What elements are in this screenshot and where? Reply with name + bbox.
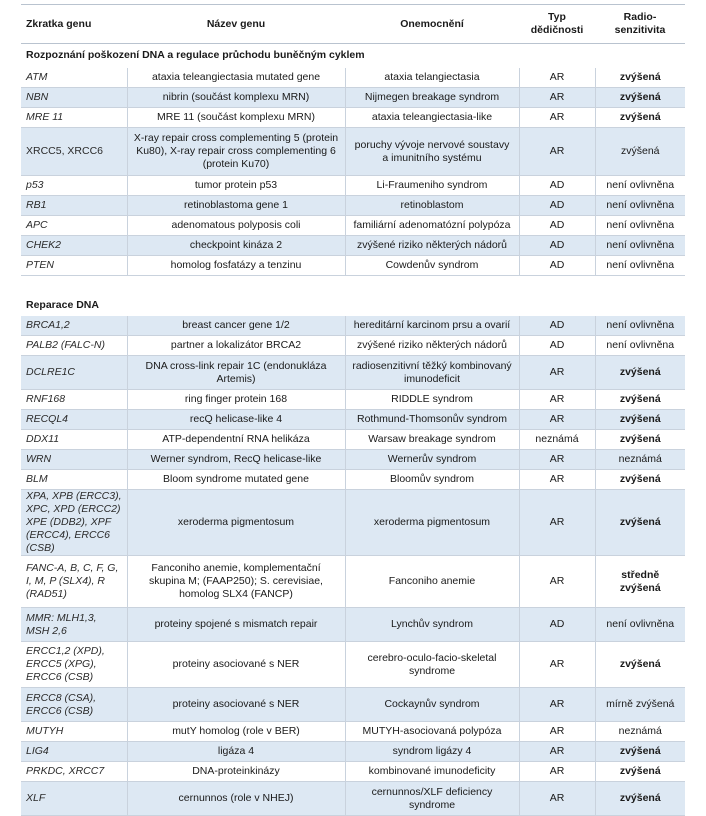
gene-name: Bloom syndrome mutated gene [127,470,345,490]
section-1 [21,44,685,296]
table-row [21,556,685,608]
disease: xeroderma pigmentosum [345,490,519,556]
table-row [21,176,685,196]
gene-table [21,4,685,816]
disease: Warsaw breakage syndrom [345,430,519,450]
table-row [21,356,685,390]
inheritance: AR [519,410,595,430]
inheritance: AR [519,390,595,410]
table-row [21,642,685,688]
table-row [21,762,685,782]
spacer-cell [21,276,685,296]
radiosensitivity: zvýšená [595,410,685,430]
radiosensitivity: mírně zvýšená [595,688,685,722]
inheritance: AD [519,256,595,276]
gene-name: DNA-proteinkinázy [127,762,345,782]
disease: radiosenzitivní těžký kombinovaný imunodeficit [345,356,519,390]
gene-name: breast cancer gene 1/2 [127,316,345,336]
gene-abbr: PRKDC, XRCC7 [21,762,127,782]
gene-name: mutY homolog (role v BER) [127,722,345,742]
gene-abbr: XLF [21,782,127,816]
table-row [21,68,685,88]
section-title-row [21,44,685,68]
table-row [21,196,685,216]
gene-abbr: MUTYH [21,722,127,742]
gene-name: MRE 11 (součást komplexu MRN) [127,108,345,128]
radiosensitivity: není ovlivněna [595,256,685,276]
table-row [21,470,685,490]
radiosensitivity: zvýšená [595,782,685,816]
disease: ataxia telangiectasia [345,68,519,88]
radiosensitivity: není ovlivněna [595,336,685,356]
gene-abbr: PALB2 (FALC-N) [21,336,127,356]
table-row [21,430,685,450]
radiosensitivity: zvýšená [595,128,685,176]
gene-abbr: DCLRE1C [21,356,127,390]
disease: cernunnos/XLF deficiency syndrome [345,782,519,816]
section-title: Reparace DNA [21,296,685,316]
gene-name: proteiny asociované s NER [127,688,345,722]
disease: hereditární karcinom prsu a ovarií [345,316,519,336]
radiosensitivity: zvýšená [595,642,685,688]
gene-abbr: APC [21,216,127,236]
section-2 [21,296,685,816]
inheritance: AR [519,490,595,556]
radiosensitivity: zvýšená [595,430,685,450]
gene-abbr: NBN [21,88,127,108]
table-row [21,128,685,176]
radiosensitivity: není ovlivněna [595,236,685,256]
gene-name: proteiny spojené s mismatch repair [127,608,345,642]
table-row [21,608,685,642]
radiosensitivity: není ovlivněna [595,176,685,196]
table-row [21,410,685,430]
gene-name: nibrin (součást komplexu MRN) [127,88,345,108]
disease: Cockaynův syndrom [345,688,519,722]
inheritance: AR [519,450,595,470]
table-row [21,216,685,236]
section-spacer [21,276,685,296]
radiosensitivity: není ovlivněna [595,216,685,236]
table-row [21,390,685,410]
gene-name: Fanconiho anemie, komplementační skupina M; (FAAP250); S. cerevisiae, homolog SLX4 (FANCP) [127,556,345,608]
inheritance: AR [519,742,595,762]
disease: MUTYH-asociovaná polypóza [345,722,519,742]
gene-abbr: ATM [21,68,127,88]
disease: cerebro-oculo-facio-skeletal syndrome [345,642,519,688]
header-name: Název genu [127,5,345,44]
disease: Wernerův syndrom [345,450,519,470]
gene-name: ataxia teleangiectasia mutated gene [127,68,345,88]
gene-abbr: MMR: MLH1,3, MSH 2,6 [21,608,127,642]
gene-name: Werner syndrom, RecQ helicase-like [127,450,345,470]
gene-name: ligáza 4 [127,742,345,762]
radiosensitivity: zvýšená [595,108,685,128]
gene-abbr: XPA, XPB (ERCC3), XPC, XPD (ERCC2) XPE (DDB2), XPF (ERCC4), ERCC6 (CSB) [21,490,127,556]
inheritance: AD [519,336,595,356]
inheritance: neznámá [519,430,595,450]
disease: Li-Fraumeniho syndrom [345,176,519,196]
disease: RIDDLE syndrom [345,390,519,410]
disease: zvýšené riziko některých nádorů [345,236,519,256]
disease: Rothmund-Thomsonův syndrom [345,410,519,430]
radiosensitivity: zvýšená [595,390,685,410]
gene-name: ring finger protein 168 [127,390,345,410]
inheritance: AR [519,642,595,688]
gene-abbr: FANC-A, B, C, F, G, I, M, P (SLX4), R (RAD51) [21,556,127,608]
disease: kombinované imunodeficity [345,762,519,782]
header-row [21,5,685,44]
radiosensitivity: není ovlivněna [595,196,685,216]
table-row [21,108,685,128]
radiosensitivity: neznámá [595,722,685,742]
table-row [21,236,685,256]
inheritance: AR [519,782,595,816]
disease: syndrom ligázy 4 [345,742,519,762]
radiosensitivity: neznámá [595,450,685,470]
gene-abbr: MRE 11 [21,108,127,128]
gene-abbr: p53 [21,176,127,196]
table-row [21,688,685,722]
inheritance: AR [519,88,595,108]
gene-abbr: BLM [21,470,127,490]
inheritance: AR [519,128,595,176]
disease: zvýšené riziko některých nádorů [345,336,519,356]
gene-name: adenomatous polyposis coli [127,216,345,236]
header-radiosensitivity: Radio-senzitivita [595,5,685,44]
disease: Lynchův syndrom [345,608,519,642]
inheritance: AD [519,216,595,236]
disease: poruchy vývoje nervové soustavy a imunitního systému [345,128,519,176]
inheritance: AD [519,176,595,196]
section-title: Rozpoznání poškození DNA a regulace průchodu buněčným cyklem [21,44,685,68]
gene-name: tumor protein p53 [127,176,345,196]
inheritance: AR [519,470,595,490]
section-title-row [21,296,685,316]
inheritance: AR [519,108,595,128]
gene-name: proteiny asociované s NER [127,642,345,688]
gene-abbr: RNF168 [21,390,127,410]
table-row [21,722,685,742]
disease: Cowdenův syndrom [345,256,519,276]
header-abbr: Zkratka genu [21,5,127,44]
gene-abbr: ERCC8 (CSA), ERCC6 (CSB) [21,688,127,722]
radiosensitivity: středně zvýšená [595,556,685,608]
inheritance: AR [519,688,595,722]
table-row [21,490,685,556]
gene-abbr: BRCA1,2 [21,316,127,336]
gene-name: partner a lokalizátor BRCA2 [127,336,345,356]
radiosensitivity: zvýšená [595,490,685,556]
radiosensitivity: není ovlivněna [595,316,685,336]
radiosensitivity: zvýšená [595,742,685,762]
gene-name: cernunnos (role v NHEJ) [127,782,345,816]
disease: familiární adenomatózní polypóza [345,216,519,236]
table-header [21,5,685,44]
gene-abbr: ERCC1,2 (XPD), ERCC5 (XPG), ERCC6 (CSB) [21,642,127,688]
gene-abbr: RB1 [21,196,127,216]
inheritance: AR [519,556,595,608]
gene-name: X-ray repair cross complementing 5 (protein Ku80), X-ray repair cross complementing 6 (protein Ku70) [127,128,345,176]
inheritance: AD [519,236,595,256]
gene-name: homolog fosfatázy a tenzinu [127,256,345,276]
table-row [21,88,685,108]
header-inheritance: Typ dědičnosti [519,5,595,44]
inheritance: AR [519,68,595,88]
gene-name: recQ helicase-like 4 [127,410,345,430]
disease: Nijmegen breakage syndrom [345,88,519,108]
disease: retinoblastom [345,196,519,216]
radiosensitivity: zvýšená [595,88,685,108]
gene-abbr: XRCC5, XRCC6 [21,128,127,176]
radiosensitivity: není ovlivněna [595,608,685,642]
disease: Bloomův syndrom [345,470,519,490]
radiosensitivity: zvýšená [595,68,685,88]
header-disease: Onemocnění [345,5,519,44]
inheritance: AD [519,316,595,336]
gene-abbr: WRN [21,450,127,470]
inheritance: AD [519,196,595,216]
radiosensitivity: zvýšená [595,356,685,390]
inheritance: AR [519,722,595,742]
table-row [21,256,685,276]
table-row [21,450,685,470]
gene-abbr: DDX11 [21,430,127,450]
gene-abbr: LIG4 [21,742,127,762]
inheritance: AR [519,356,595,390]
table-row [21,742,685,762]
inheritance: AD [519,608,595,642]
radiosensitivity: zvýšená [595,470,685,490]
gene-name: retinoblastoma gene 1 [127,196,345,216]
gene-name: ATP-dependentní RNA helikáza [127,430,345,450]
table-row [21,316,685,336]
gene-abbr: CHEK2 [21,236,127,256]
gene-name: xeroderma pigmentosum [127,490,345,556]
table-row [21,336,685,356]
gene-name: DNA cross-link repair 1C (endonukláza Artemis) [127,356,345,390]
disease: ataxia teleangiectasia-like [345,108,519,128]
gene-abbr: PTEN [21,256,127,276]
inheritance: AR [519,762,595,782]
table-row [21,782,685,816]
disease: Fanconiho anemie [345,556,519,608]
gene-abbr: RECQL4 [21,410,127,430]
gene-name: checkpoint kináza 2 [127,236,345,256]
radiosensitivity: zvýšená [595,762,685,782]
